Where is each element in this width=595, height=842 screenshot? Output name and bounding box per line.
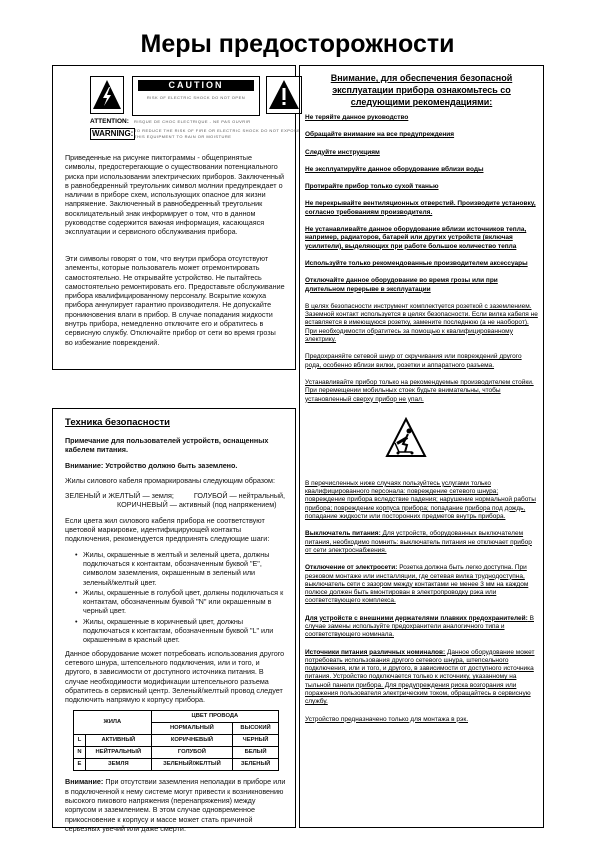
table-cell: ЗЕМЛЯ	[85, 759, 151, 771]
list-item: Не устанавливайте данное оборудование вблизи источников тепла, например, радиаторов, батарей или других устройств (включая усилители), выделяющих при работе большое количество тепла	[305, 226, 527, 250]
table-cell: НЕЙТРАЛЬНЫЙ	[85, 747, 151, 759]
table-cell: ЗЕЛЕНЫЙ	[233, 759, 279, 771]
wire-color-table	[73, 710, 279, 771]
warning-row	[90, 128, 302, 142]
page-title: Меры предосторожности	[140, 30, 455, 58]
wire-colors-line-1: ЗЕЛЕНЫЙ и ЖЕЛТЫЙ — земля; ГОЛУБОЙ — нейтральный,	[65, 491, 286, 501]
safety-section	[52, 408, 296, 833]
recommendations-panel	[299, 65, 544, 828]
table-header-high: ВЫСОКИЙ	[233, 723, 279, 735]
grounding-warning: Внимание: Устройство должно быть заземлено.	[65, 460, 238, 470]
symbols-explanation-paragraph: Приведенные на рисунке пиктограммы - общепринятые символы, предостерегающие о существовании потенциального риска при использовании электрических приборов. Заключенный в равнобедренный треугольник символ молнии предупреждает о наличии в приборе схем, использующих опасное для жизни напряжение. Заключенный в равнобедренный треугольник восклицательный знак информирует о том, что в данном руководстве содержится важная информация, касающаяся эксплуатации и сервисного обслуживания прибора.	[65, 153, 285, 237]
attention-text: RISQUE DE CHOC ELECTRIQUE - NE PAS OUVRIR	[134, 119, 251, 124]
table-cell: ЧЕРНЫЙ	[233, 735, 279, 747]
table-cell: L	[74, 735, 86, 747]
warning-symbols-panel	[52, 65, 301, 370]
item-text: Данное оборудование может потребовать использования другого сетевого шнура, штепсельного подключения, или и того, и другого, в зависимости от доступного источника питания. Устройство подключается только к источнику, указанному на тыльной панели прибора. Для предупреждения риска возгорания или поражения пользователя электрическим током, обращайтесь в сервисную службу.	[305, 648, 535, 706]
power-cord-note: Примечание для пользователей устройств, оснащенных кабелем питания.	[65, 436, 269, 455]
list-item: В целях безопасности инструмент комплектуется розеткой с заземлением. Заземной контакт используется в целях безопасности. Если вилка кабеля не вставляется в имеющуюся розетку, замените последнюю (а не наоборот). При необходимости обратитесь за помощью к квалифицированному электрику.	[305, 302, 538, 344]
table-cell: N	[74, 747, 86, 759]
table-header-normal: НОРМАЛЬНЫЙ	[151, 723, 232, 735]
cart-tip-over-icon	[385, 417, 427, 459]
caution-small-text: RISK OF ELECTRIC SHOCK DO NOT OPEN	[146, 95, 246, 100]
list-item: • Жилы, окрашенные в коричневый цвет, должны подключаться к контактам, обозначенным буквой "L" или окрашенным в красный цвет.	[75, 617, 287, 645]
caution-label	[90, 76, 302, 139]
wire-colors	[65, 491, 287, 510]
list-item	[305, 615, 538, 640]
wires-intro: Жилы силового кабеля промаркированы следующим образом:	[65, 475, 275, 485]
list-item: Используйте только рекомендованные производителем аксессуары	[305, 259, 528, 267]
caution-word: CAUTION	[138, 80, 254, 91]
table-header-color: ЦВЕТ ПРОВОДА	[151, 711, 278, 723]
list-item	[305, 530, 538, 555]
item-text: Для устройств, оборудованных выключателем питания, необходимо помнить: выключатель питания не отключает прибор от сети электроснабжения.	[305, 530, 532, 554]
list-item: Устанавливайте прибор только на рекомендуемые производителем стойки. При перемещении мобильных стоек будьте внимательны, чтобы установленный сверху прибор не упал.	[305, 378, 534, 403]
list-item: Отключайте данное оборудование во время грозы или при длительном перерыве в эксплуатации	[305, 277, 498, 293]
safety-title: Техника безопасности	[65, 417, 170, 428]
recommendations-content	[305, 114, 538, 733]
final-warning-label: Внимание:	[65, 777, 104, 787]
list-item: • Жилы, окрашенные в желтый и зеленый цвета, должны подключаться к контактам, обозначенным буквой "E", символом заземления, окрашенным в зеленый или зеленый/желтый цвет.	[75, 550, 287, 587]
list-item	[305, 564, 538, 605]
plug-paragraph: Данное оборудование может потребовать использования другого сетевого шнура, штепсельного подключения, или и того, и другого, в зависимости от доступного источника питания. В случае необходимости модификации штепсельного разъема обратитесь в сервисный центр. Зеленый/желтый провод следует подключить напрямую к корпусу прибора.	[65, 648, 285, 705]
table-cell: АКТИВНЫЙ	[85, 735, 151, 747]
list-item: Обращайте внимание на все предупреждения	[305, 131, 455, 139]
item-heading: Выключатель питания:	[305, 530, 381, 538]
table-cell: E	[74, 759, 86, 771]
list-item: Протирайте прибор только сухой тканью	[305, 183, 439, 191]
list-item: Не перекрывайте вентиляционных отверстий. Производите установку, согласно требованиям производителя.	[305, 200, 536, 216]
list-item	[305, 649, 538, 707]
colors-mismatch-paragraph: Если цвета жил силового кабеля прибора не соответствуют цветовой маркировке, идентифицирующей контакты подключения, рекомендуется предпринять следующие шаги:	[65, 515, 270, 544]
exclamation-icon	[266, 76, 302, 114]
attention-row	[90, 118, 302, 126]
lightning-bolt-icon	[90, 76, 124, 114]
warning-label: WARNING:	[92, 129, 134, 138]
list-item: • Жилы, окрашенные в голубой цвет, должны подключаться к контактам, обозначенным буквой "N" или окрашенным в черный цвет.	[75, 588, 287, 616]
table-header-wire: ЖИЛА	[74, 711, 152, 735]
safety-content	[65, 436, 287, 839]
list-item: Следуйте инструкциям	[305, 148, 380, 156]
item-heading: Отключение от электросети:	[305, 564, 398, 572]
final-warning-text: При отсутствии заземления неполадки в приборе или в подключенной к нему системе могут привести к возникновению высокого пикового напряжения (перенапряжения) между корпусом и заземлением. В этом случае одновременное прикосновение к корпусу и массе может стать причиной серьезных увечий или даже смерти.	[65, 777, 286, 833]
wire-colors-line-2: КОРИЧНЕВЫЙ — активный (под напряжением)	[117, 500, 277, 510]
caution-center-box	[132, 76, 260, 116]
item-heading: Источники питания различных номиналов:	[305, 648, 446, 656]
table-cell: КОРИЧНЕВЫЙ	[151, 735, 232, 747]
table-cell: БЕЛЫЙ	[233, 747, 279, 759]
final-warning	[65, 777, 287, 833]
table-row	[74, 747, 279, 759]
list-item: Не эксплуатируйте данное оборудование вблизи воды	[305, 165, 484, 173]
list-item: Не теряйте данное руководство	[305, 114, 409, 121]
recommendations-title: Внимание, для обеспечения безопасной эксплуатации прибора ознакомьтесь со следующими рекомендациями:	[330, 73, 513, 107]
table-row	[74, 735, 279, 747]
item-text: В случае замены используйте предохранители аналогичного типа и соответствующего номинала.	[305, 614, 534, 639]
table-row	[74, 759, 279, 771]
table-cell: ЗЕЛЕНЫЙ/ЖЕЛТЫЙ	[151, 759, 232, 771]
service-warning-paragraph: Эти символы говорят о том, что внутри прибора отсутствуют элементы, которые пользователь может отремонтировать самостоятельно. Не открывайте устройство. Не пытайтесь самостоятельно ремонтировать его. Предоставьте обслуживание прибора квалифицированному персоналу. Вскрытие кожуха прибора аннулирует гарантию производителя. Не допускайте проникновения влаги в прибор. В случае попадания жидкости внутрь прибора, немедленно отключите его и обратитесь в сервисную службу. Отключайте прибор от сети во время грозы во избежание повреждений.	[65, 254, 285, 347]
attention-label: ATTENTION:	[90, 118, 129, 125]
warning-text: TO REDUCE THE RISK OF FIRE OR ELECTRIC SHOCK DO NOT EXPOSE THIS EQUIPMENT TO RAIN OR MOISTURE	[134, 128, 301, 139]
item-text: Розетка должна быть легко доступна. При реэковом монтаже или инсталляции, где сетевая вилка труднодоступна, выключатель сети с зазором между контактами не менее 3 мм на каждом полюсе должен быть вмонтирован в электропроводку рэка или соответствующего комплекса.	[305, 564, 529, 605]
table-cell: ГОЛУБОЙ	[151, 747, 232, 759]
item-heading: Для устройств с внешними держателями плавких предохранителей:	[305, 614, 528, 622]
wiring-bullets	[75, 550, 287, 645]
list-item: Предохраняйте сетевой шнур от скручивания или повреждений другого рода, особенно вблизи вилки, розетки и аппаратного разъема.	[305, 353, 522, 369]
list-item: В перечисленных ниже случаях пользуйтесь услугами только квалифицированного персонала: повреждение сетевого шнура; повреждение прибора вследствие падения; нарушение нормальной работы прибора; повреждение корпуса прибора; попадание прибора под дождь, попадание жидкости или посторонних предметов внутрь прибора.	[305, 479, 536, 521]
list-item: Устройство предназначено только для монтажа в рэк.	[305, 715, 469, 723]
